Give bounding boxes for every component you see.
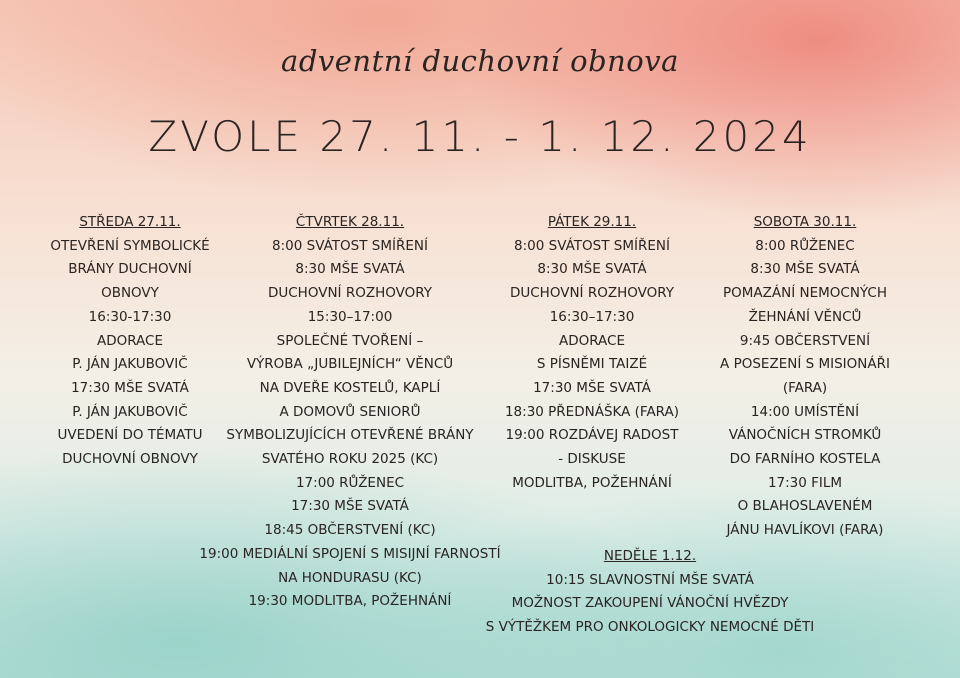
schedule-line: ADORACE (558, 332, 626, 349)
schedule-line: S PÍSNĚMI TAIZÉ (536, 356, 648, 373)
schedule-line: P. JÁN JAKUBOVIČ (72, 403, 188, 420)
schedule-line: P. JÁN JAKUBOVIČ (72, 356, 188, 373)
schedule-line: NA DVEŘE KOSTELŮ, KAPLÍ (259, 379, 441, 396)
schedule-line: BRÁNY DUCHOVNÍ (68, 261, 192, 278)
schedule-line: DO FARNÍHO KOSTELA (729, 451, 881, 468)
schedule-line: A DOMOVŮ SENIORŮ (279, 403, 421, 420)
schedule-line: 14:00 UMÍSTĚNÍ (750, 403, 860, 420)
day-column-friday (492, 211, 692, 495)
schedule-line: SPOLEČNÉ TVOŘENÍ – (276, 332, 424, 349)
poster-title: adventní duchovní obnova (281, 44, 679, 78)
day-heading: ČTVRTEK 28.11. (295, 214, 405, 230)
poster-subtitle: ZVOLE 27. 11. - 1. 12. 2024 (148, 112, 812, 161)
schedule-line: 8:30 MŠE SVATÁ (537, 261, 647, 278)
schedule-line: SYMBOLIZUJÍCÍCH OTEVŘENÉ BRÁNY (226, 427, 474, 444)
schedule-line: 17:30 MŠE SVATÁ (291, 498, 409, 515)
schedule-line: 17:30 MŠE SVATÁ (71, 379, 189, 396)
schedule-line: 16:30–17:30 (549, 308, 635, 325)
schedule-line: VÝROBA „JUBILEJNÍCH“ VĚNCŮ (246, 356, 454, 373)
schedule-line: 15:30–17:00 (307, 308, 393, 325)
day-column-saturday (705, 211, 905, 543)
schedule-line: S VÝTĚŽKEM PRO ONKOLOGICKY NEMOCNÉ DĚTI (485, 619, 815, 636)
schedule-line: 18:30 PŘEDNÁŠKA (FARA) (504, 403, 680, 420)
schedule-line: ŽEHNÁNÍ VĚNCŮ (748, 308, 862, 325)
schedule-line: O BLAHOSLAVENÉM (737, 498, 873, 515)
schedule-line: ADORACE (96, 332, 164, 349)
schedule-line: 17:00 RŮŽENEC (295, 474, 405, 491)
schedule-line: 19:30 MODLITBA, POŽEHNÁNÍ (248, 593, 452, 610)
schedule-line: 19:00 MEDIÁLNÍ SPOJENÍ S MISIJNÍ FARNOSTÍ (199, 545, 501, 562)
schedule-line: 10:15 SLAVNOSTNÍ MŠE SVATÁ (546, 571, 754, 588)
schedule-line: 16:30-17:30 (88, 308, 172, 325)
schedule-line: UVEDENÍ DO TÉMATU (57, 427, 203, 444)
schedule-line: - DISKUSE (558, 451, 626, 468)
schedule-line: NA HONDURASU (KC) (278, 569, 422, 586)
schedule-line: 8:00 SVÁTOST SMÍŘENÍ (514, 237, 670, 254)
schedule-line: A POSEZENÍ S MISIONÁŘI (720, 356, 890, 373)
schedule-line: SVATÉHO ROKU 2025 (KC) (261, 451, 439, 468)
schedule-line: OBNOVY (101, 285, 159, 302)
schedule-line: 8:30 MŠE SVATÁ (750, 261, 860, 278)
day-heading: PÁTEK 29.11. (547, 214, 637, 230)
schedule-line: OTEVŘENÍ SYMBOLICKÉ (50, 237, 210, 254)
schedule-line: MODLITBA, POŽEHNÁNÍ (512, 474, 672, 491)
schedule-line: (FARA) (782, 379, 828, 396)
day-heading: NEDĚLE 1.12. (603, 548, 697, 564)
schedule-line: DUCHOVNÍ OBNOVY (62, 451, 198, 468)
schedule-line: 17:30 FILM (767, 474, 843, 491)
schedule-line: 8:30 MŠE SVATÁ (295, 261, 405, 278)
schedule-line: 19:00 ROZDÁVEJ RADOST (505, 427, 679, 444)
schedule-line: JÁNU HAVLÍKOVI (FARA) (726, 522, 884, 539)
schedule-line: VÁNOČNÍCH STROMKŮ (728, 427, 882, 444)
schedule-line: MOŽNOST ZAKOUPENÍ VÁNOČNÍ HVĚZDY (511, 595, 789, 612)
schedule-line: POMAZÁNÍ NEMOCNÝCH (722, 285, 888, 302)
schedule-line: 8:00 SVÁTOST SMÍŘENÍ (272, 237, 428, 254)
schedule-line: DUCHOVNÍ ROZHOVORY (267, 285, 433, 302)
day-heading: STŘEDA 27.11. (79, 214, 181, 230)
schedule-line: 17:30 MŠE SVATÁ (533, 379, 651, 396)
day-column-sunday (450, 545, 850, 640)
schedule-line: 8:00 RŮŽENEC (755, 237, 855, 254)
day-heading: SOBOTA 30.11. (753, 214, 857, 230)
schedule-line: 18:45 OBČERSTVENÍ (KC) (264, 522, 436, 539)
schedule-line: 9:45 OBČERSTVENÍ (739, 332, 871, 349)
schedule-line: DUCHOVNÍ ROZHOVORY (509, 285, 675, 302)
